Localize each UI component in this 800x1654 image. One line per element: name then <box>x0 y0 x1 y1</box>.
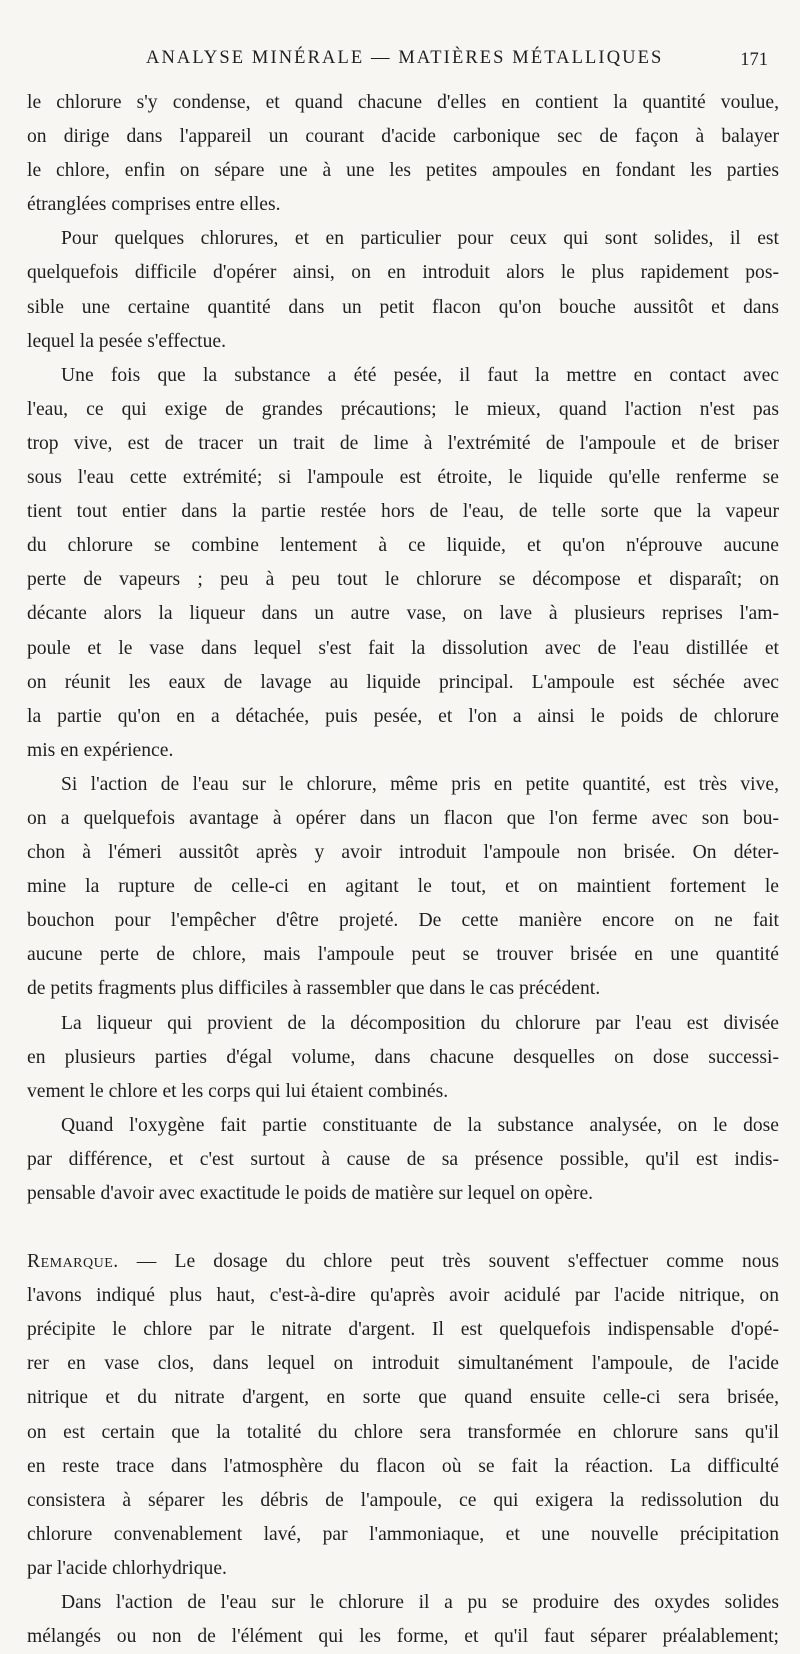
text-line: le chlorure s'y condense, et quand chacune d'elles en contient la quantité voulue, <box>27 92 779 113</box>
page-number: 171 <box>740 50 768 70</box>
text-line: consistera à séparer les débris de l'ampoule, ce qui exigera la redissolution du <box>27 1489 779 1511</box>
text-line: aucune perte de chlore, mais l'ampoule peut se trouver brisée en une quantité <box>27 944 779 966</box>
text-line: l'avons indiqué plus haut, c'est-à-dire qu'après avoir acidulé par l'acide nitrique, on <box>27 1285 779 1307</box>
text-line: par différence, et c'est surtout à cause de sa présence possible, qu'il est indis- <box>27 1148 779 1170</box>
remark-label: Remarque. <box>27 1251 119 1273</box>
text-line: perte de vapeurs ; peu à peu tout le chlorure se décompose et disparaît; on <box>27 569 779 591</box>
text-line: on a quelquefois avantage à opérer dans un flacon que l'on ferme avec son bou- <box>27 807 779 829</box>
remark-line <box>27 1245 779 1279</box>
text-line: du chlorure se combine lentement à ce liquide, et qu'on n'éprouve aucune <box>27 535 779 557</box>
body-text <box>27 86 779 1654</box>
text-line: nitrique et du nitrate d'argent, en sorte que quand ensuite celle-ci sera brisée, <box>27 1387 779 1409</box>
page-header <box>0 48 800 78</box>
text-line: on réunit les eaux de lavage au liquide principal. L'ampoule est séchée avec <box>27 671 779 693</box>
text-line: en plusieurs parties d'égal volume, dans chacune desquelles on dose successi- <box>27 1046 779 1068</box>
text-line: par l'acide chlorhydrique. <box>27 1557 227 1579</box>
text-line: trop vive, est de tracer un trait de lime à l'extrémité de l'ampoule et de briser <box>27 432 779 454</box>
text-line: le chlore, enfin on sépare une à une les petites ampoules en fondant les parties <box>27 160 779 182</box>
text-line: La liqueur qui provient de la décomposition du chlorure par l'eau est divisée <box>61 1012 779 1034</box>
paragraph-gap <box>27 1211 779 1245</box>
text-line: chon à l'émeri aussitôt après y avoir introduit l'ampoule non brisée. On déter- <box>27 842 779 864</box>
text-line: précipite le chlore par le nitrate d'argent. Il est quelquefois indispensable d'opé- <box>27 1319 779 1341</box>
text-line: rer en vase clos, dans lequel on introduit simultanément l'ampoule, de l'acide <box>27 1353 779 1375</box>
text-line: Quand l'oxygène fait partie constituante de la substance analysée, on le dose <box>61 1114 779 1136</box>
text-line: sous l'eau cette extrémité; si l'ampoule est étroite, le liquide qu'elle renferme se <box>27 467 779 489</box>
text-line: la partie qu'on en a détachée, puis pesée, et l'on a ainsi le poids de chlorure <box>27 705 779 727</box>
text-line: Dans l'action de l'eau sur le chlorure il a pu se produire des oxydes solides <box>61 1592 779 1614</box>
running-title: ANALYSE MINÉRALE — MATIÈRES MÉTALLIQUES <box>146 48 664 68</box>
text-line: bouchon pour l'empêcher d'être projeté. De cette manière encore on ne fait <box>27 910 779 932</box>
text-line: quelquefois difficile d'opérer ainsi, on en introduit alors le plus rapidement pos- <box>27 262 779 284</box>
text-line: Pour quelques chlorures, et en particulier pour ceux qui sont solides, il est <box>61 228 779 250</box>
text-line: chlorure convenablement lavé, par l'ammoniaque, et une nouvelle précipitation <box>27 1523 779 1545</box>
text-line: sible une certaine quantité dans un petit flacon qu'on bouche aussitôt et dans <box>27 296 779 318</box>
text-line: mélangés ou non de l'élément qui les forme, et qu'il faut séparer préalablement; <box>27 1626 779 1648</box>
text-line: décante alors la liqueur dans un autre vase, on lave à plusieurs reprises l'am- <box>27 603 779 625</box>
text-line: étranglées comprises entre elles. <box>27 194 281 216</box>
text-line: en reste trace dans l'atmosphère du flacon où se fait la réaction. La difficulté <box>27 1455 779 1477</box>
text-line: Une fois que la substance a été pesée, il faut la mettre en contact avec <box>61 364 779 386</box>
text-line: on est certain que la totalité du chlore sera transformée en chlorure sans qu'il <box>27 1421 779 1443</box>
text-line: poule et le vase dans lequel s'est fait la dissolution avec de l'eau distillée et <box>27 637 779 659</box>
text-line: tient tout entier dans la partie restée hors de l'eau, de telle sorte que la vapeur <box>27 501 779 523</box>
text-line: mine la rupture de celle-ci en agitant le tout, et on maintient fortement le <box>27 876 779 898</box>
text-line: de petits fragments plus difficiles à rassembler que dans le cas précédent. <box>27 978 601 1000</box>
remark-text: — Le dosage du chlore peut très souvent s'effectuer comme nous <box>136 1251 779 1273</box>
text-line: Si l'action de l'eau sur le chlorure, même pris en petite quantité, est très vive, <box>61 773 779 795</box>
text-line: pensable d'avoir avec exactitude le poids de matière sur lequel on opère. <box>27 1183 594 1204</box>
text-line: vement le chlore et les corps qui lui étaient combinés. <box>27 1080 449 1102</box>
text-line: on dirige dans l'appareil un courant d'acide carbonique sec de façon à balayer <box>27 126 779 148</box>
text-line: mis en expérience. <box>27 739 174 761</box>
text-line: lequel la pesée s'effectue. <box>27 330 226 352</box>
text-line: l'eau, ce qui exige de grandes précautions; le mieux, quand l'action n'est pas <box>27 398 779 420</box>
